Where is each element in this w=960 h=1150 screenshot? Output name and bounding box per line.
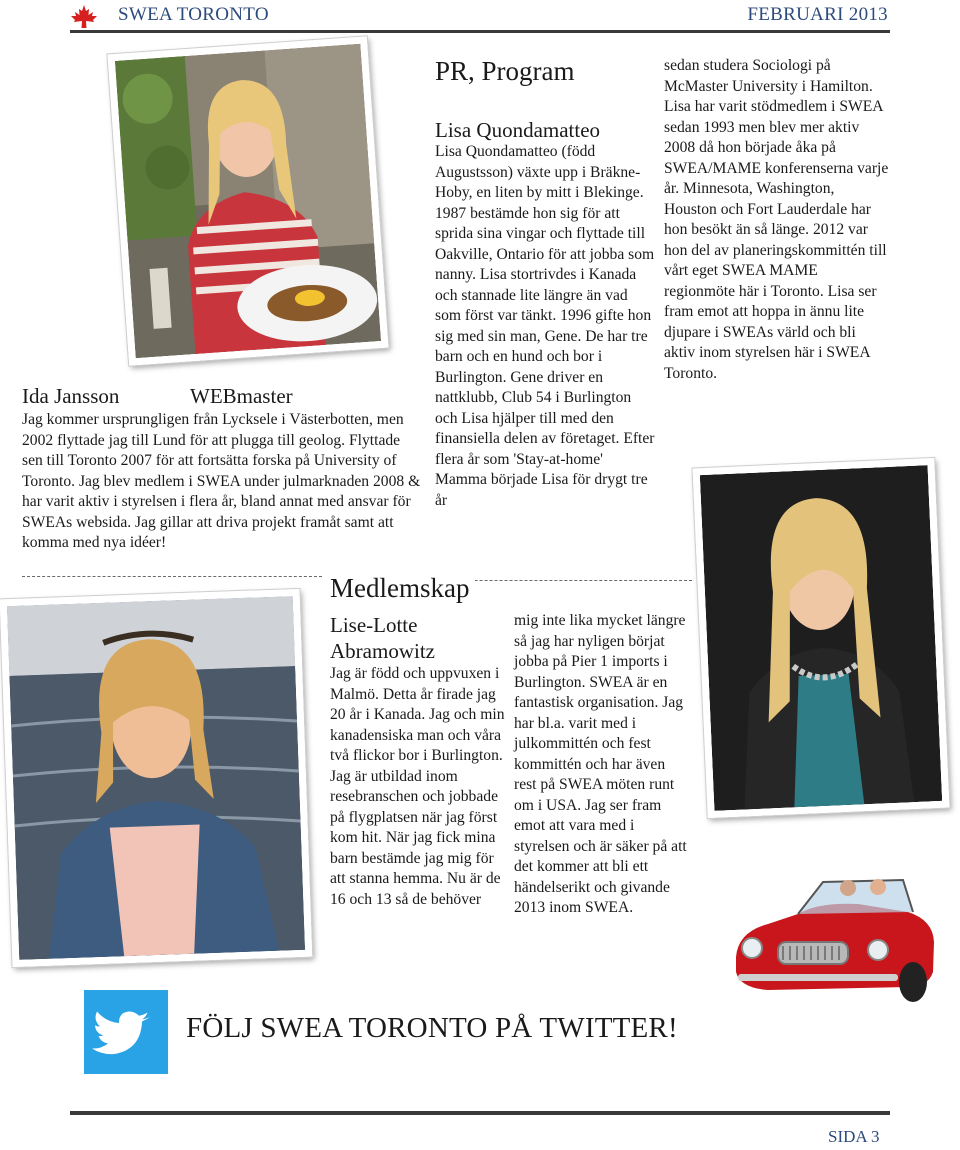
header-org: SWEA TORONTO [118, 4, 269, 25]
photo-liselotte-abramowitz [0, 589, 312, 967]
twitter-headline[interactable]: FÖLJ SWEA TORONTO PÅ TWITTER! [186, 1012, 678, 1044]
liselotte-name: Lise-Lotte Abramowitz [330, 613, 435, 663]
header-date: FEBRUARI 2013 [747, 4, 888, 25]
lisa-bio-col2: sedan studera Sociologi på McMaster University i Hamilton. Lisa har varit stödmedlem i SWEA sedan 1993 men blev mer aktiv 2008 då hon började åka på SWEA/MAME konferenserna varje år. Minnesota, Washington, Houston och Fort Lauderdale har hon besökt än så länge. 2012 var hon del av planeringskommittén till vårt eget SWEA MAME regionmöte här i Toronto. Lisa ser fram emot att hoppa in ännu lite djupare i SWEAs värld och bli aktiv inom styrelsen här i SWEA Toronto. [664, 57, 889, 382]
section-medlemskap: Medlemskap [330, 573, 475, 604]
photo-lisa-quondamatteo [692, 458, 949, 818]
divider-left [22, 576, 322, 577]
twitter-bird-icon [84, 990, 168, 1074]
twitter-logo-box[interactable] [84, 990, 168, 1074]
header-rule [70, 30, 890, 33]
lisa-name: Lisa Quondamatteo [435, 118, 601, 142]
liselotte-bio-col1: Jag är född och uppvuxen i Malmö. Detta år firade jag 20 år i Kanada. Jag och min kanadensiska man och våra två flickor bor i Burlington. Jag är utbildad inom resebranschen och jobbade på flygplatsen när jag först kom hit. När jag fick mina barn bestämde jag mig för att stanna hemma. Nu är de 16 och 13 så de behöver [330, 665, 505, 908]
photo-ida-jansson [107, 36, 388, 365]
liselotte-bio-col2: mig inte lika mycket längre så jag har nyligen börjat jobba på Pier 1 imports i Burlington. SWEA är en fantastisk organisation. Jag har bl.a. varit med i julkommittén och fest kommittén och har även rest på SWEA möten runt om i USA. Jag ser fram emot att vara med i styrelsen och är säker på att det kommer att bli ett händelserikt och givande 2013 inom SWEA. [514, 612, 687, 916]
lisa-bio-col1: Lisa Quondamatteo (född Augustsson) växte upp i Bräkne-Hoby, en liten by mitt i Blekinge. 1987 bestämde hon sig för att sprida sina vingar och flyttade till Oakville, Ontario för att jobba som nanny. Lisa stortrivdes i Kanada och stannade lite längre än vad som först var tänkt. 1996 gifte hon sig med sin man, Gene. De har tre barn och en hund och bor i Burlington. Gene driver en nattklubb, Club 54 i Burlington och Lisa hjälper till med den finansiella delen av företaget. Efter flera år som 'Stay-at-home' Mamma började Lisa för drygt tre år [435, 143, 655, 509]
footer-rule [70, 1111, 890, 1115]
page-number: SIDA 3 [828, 1127, 880, 1146]
section-pr-program: PR, Program [435, 56, 575, 86]
ida-role: WEBmaster [190, 384, 293, 408]
ida-name: Ida Jansson [22, 384, 120, 408]
ida-bio: Jag kommer ursprungligen från Lycksele i Västerbotten, men 2002 flyttade jag till Lund för att plugga till geolog. Flyttade sen till Toronto 2007 för att fortsätta forska på University of Toronto. Jag blev medlem i SWEA under julmarknaden 2008 & har varit aktiv i styrelsen i flera år, bland annat med ansvar för SWEAs websida. Jag gillar att driva projekt framåt samt att komma med nya idéer! [22, 411, 421, 551]
red-car-image [728, 862, 940, 1010]
maple-leaf-icon [70, 4, 98, 30]
